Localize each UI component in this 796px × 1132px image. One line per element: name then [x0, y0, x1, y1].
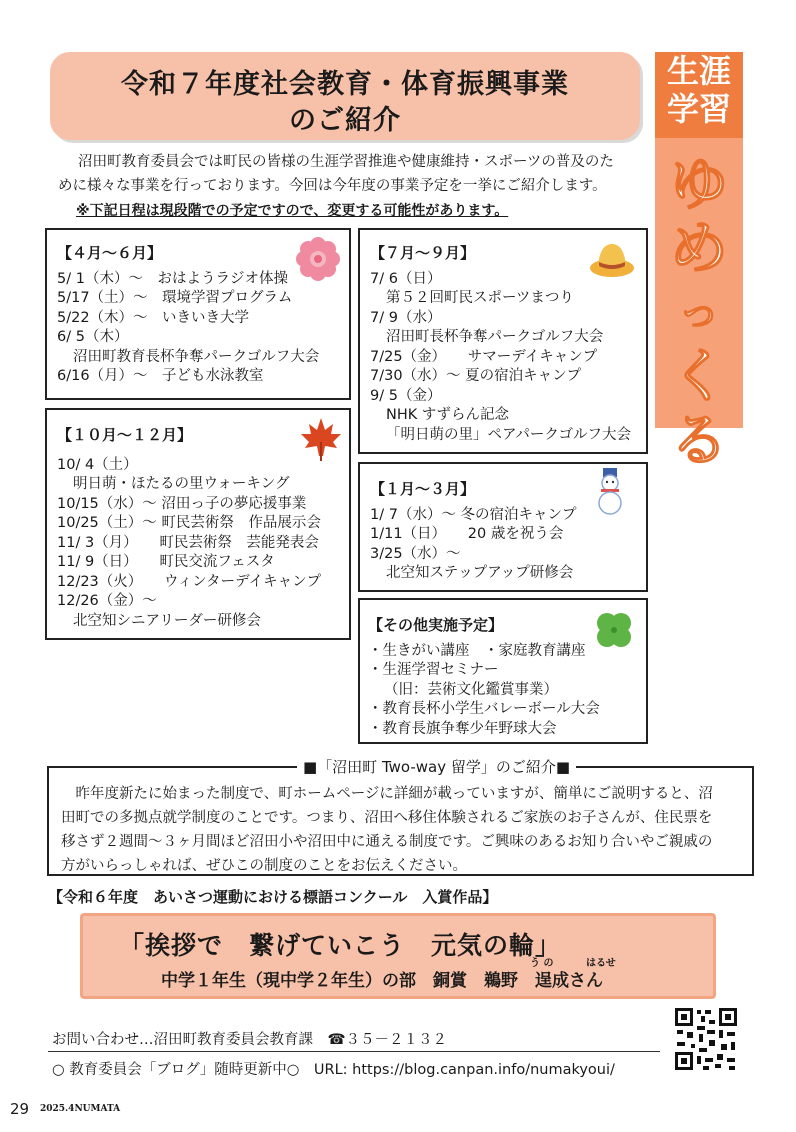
schedule-box-oct-dec: [45, 408, 351, 640]
list-item: 3/25（水）～: [370, 545, 461, 562]
list-item: 7/ 9（水）: [370, 309, 442, 326]
qr-code-icon[interactable]: [673, 1006, 739, 1072]
title-banner: [50, 52, 640, 140]
list-item: 12/23（火） ウィンターデイキャンプ: [57, 573, 322, 590]
other-events-box: [358, 598, 648, 744]
side-char: ゆ: [669, 150, 728, 218]
list-item: 6/16（月）～ 子ども水泳教室: [57, 368, 264, 384]
page-title: 令和７年度社会教育・体育振興事業: [121, 69, 569, 100]
list-item: 10/25（土）～ 町民芸術祭 作品展示会: [57, 515, 321, 531]
list-item: ・教育長杯小学生バレーボール大会: [368, 701, 600, 717]
list-item: 沼田町教育長杯争奪パークゴルフ大会: [73, 348, 320, 365]
list-item: 5/17（土）～ 環境学習プログラム: [57, 290, 293, 306]
twoway-line: 方がいらっしゃれば、ぜひこの制度のことをお伝えください。: [61, 858, 467, 874]
side-tab-line2: 学習: [666, 90, 731, 128]
box-heading: 【４月～６月】: [57, 244, 163, 262]
side-char: く: [669, 342, 728, 410]
ruby-given: はるせ: [586, 958, 616, 969]
list-item: 9/ 5（金）: [370, 387, 442, 404]
twoway-title: ■「沼田町 Two-way 留学」のご紹介■: [297, 756, 576, 777]
schedule-box-jul-sep: [358, 228, 648, 454]
award-line: 中学１年生（現中学２年生）の部 銅賞 鵜野 逞成さん: [161, 971, 603, 991]
blog-info: ○ 教育委員会「ブログ」随時更新中○ URL: https://blog.canpan.info/numakyoui/: [52, 1062, 615, 1078]
list-item: 10/15（水）～ 沼田っ子の夢応援事業: [57, 495, 307, 512]
side-char: る: [669, 406, 728, 474]
side-char: っ: [677, 287, 720, 336]
schedule-box-jan-mar: [358, 462, 648, 592]
list-item: 1/11（日） 20 歳を祝う会: [370, 526, 564, 542]
list-item: 5/22（木）～ いきいき大学: [57, 309, 250, 326]
list-item: 6/ 5（木）: [57, 329, 129, 345]
side-tab-category: [655, 52, 743, 138]
list-item: 7/25（金） サマーデイキャンプ: [370, 348, 598, 365]
side-tab-yumekkuru: [655, 138, 743, 474]
box-heading: 【７月～９月】: [370, 244, 476, 262]
divider: [48, 1051, 660, 1052]
list-item: 7/ 6（日）: [370, 270, 442, 287]
slogan-box: [80, 913, 716, 999]
schedule-box-apr-jun: [45, 228, 351, 400]
list-item: ・教育長旗争奪少年野球大会: [368, 720, 557, 737]
list-item: ・生涯学習セミナー: [368, 662, 499, 678]
list-item: 11/ 9（日） 町民交流フェスタ: [57, 554, 275, 570]
ruby-family: う の: [530, 958, 554, 969]
box-heading: 【その他実施予定】: [368, 616, 504, 634]
list-item: 11/ 3（月） 町民芸術祭 芸能発表会: [57, 534, 319, 551]
straw-hat-icon: [588, 238, 636, 280]
list-item: 12/26（金）～: [57, 593, 157, 609]
side-char: め: [669, 214, 728, 282]
box-heading: 【１月～３月】: [370, 480, 476, 498]
list-item: 7/30（水）～ 夏の宿泊キャンプ: [370, 368, 582, 384]
contact-info: お問い合わせ…沼田町教育委員会教育課 ☎３５－２１３２: [52, 1032, 448, 1048]
twoway-section: [47, 758, 754, 876]
box-heading: 【１０月～１２月】: [57, 426, 193, 444]
list-item: 明日萌・ほたるの里ウォーキング: [73, 476, 290, 492]
twoway-line: 田町での多拠点就学制度のことです。つまり、沼田へ移住体験されるご家族のお子さんが、住民票を: [61, 810, 713, 826]
list-item: ・生きがい講座 ・家庭教育講座: [368, 642, 586, 659]
page-title-line2: のご紹介: [289, 105, 401, 136]
clover-icon: [592, 608, 636, 652]
winning-slogan: 「挨拶で 繋げていこう 元気の輪」: [119, 931, 562, 960]
page-number: 29: [10, 1100, 30, 1118]
list-item: 1/ 7（水）～ 冬の宿泊キャンプ: [370, 506, 577, 523]
twoway-line: 昨年度新たに始まった制度で、町ホームページに詳細が載っていますが、簡単にご説明すると、沼: [61, 786, 713, 802]
snowman-icon: [592, 466, 628, 516]
list-item: 北空知ステップアップ研修会: [386, 565, 574, 581]
twoway-line: 移さず２週間～３ヶ月間ほど沼田小や沼田中に通える制度です。ご興味のあるお知り合いやご親戚の: [61, 834, 713, 850]
list-item: 北空知シニアリーダー研修会: [73, 612, 261, 629]
list-item: 5/ 1（木）～ おはようラジオ体操: [57, 270, 288, 287]
list-item: 「明日萌の里」ペアパークゴルフ大会: [386, 426, 632, 443]
list-item: 第５２回町民スポーツまつり: [386, 290, 574, 306]
maple-leaf-icon: [299, 416, 343, 462]
list-item: NHK すずらん記念: [386, 407, 510, 423]
flower-icon: [295, 236, 341, 282]
list-item: 10/ 4（土）: [57, 456, 138, 473]
side-tab-line1: 生涯: [666, 52, 731, 90]
intro-line1: 沼田町教育委員会では町民の皆様の生涯学習推進や健康維持・スポーツの普及のた: [78, 154, 614, 170]
schedule-notice: ※下記日程は現段階での予定ですので、変更する可能性があります。: [76, 203, 509, 219]
list-item: 沼田町長杯争奪パークゴルフ大会: [386, 329, 604, 345]
contest-heading: 【令和６年度 あいさつ運動における標語コンクール 入賞作品】: [48, 888, 498, 906]
list-item: （旧：芸術文化鑑賞事業）: [384, 681, 558, 698]
magazine-issue: 2025.4NUMATA: [40, 1104, 121, 1114]
intro-line2: めに様々な事業を行っております。今回は今年度の事業予定を一挙にご紹介します。: [58, 178, 607, 194]
